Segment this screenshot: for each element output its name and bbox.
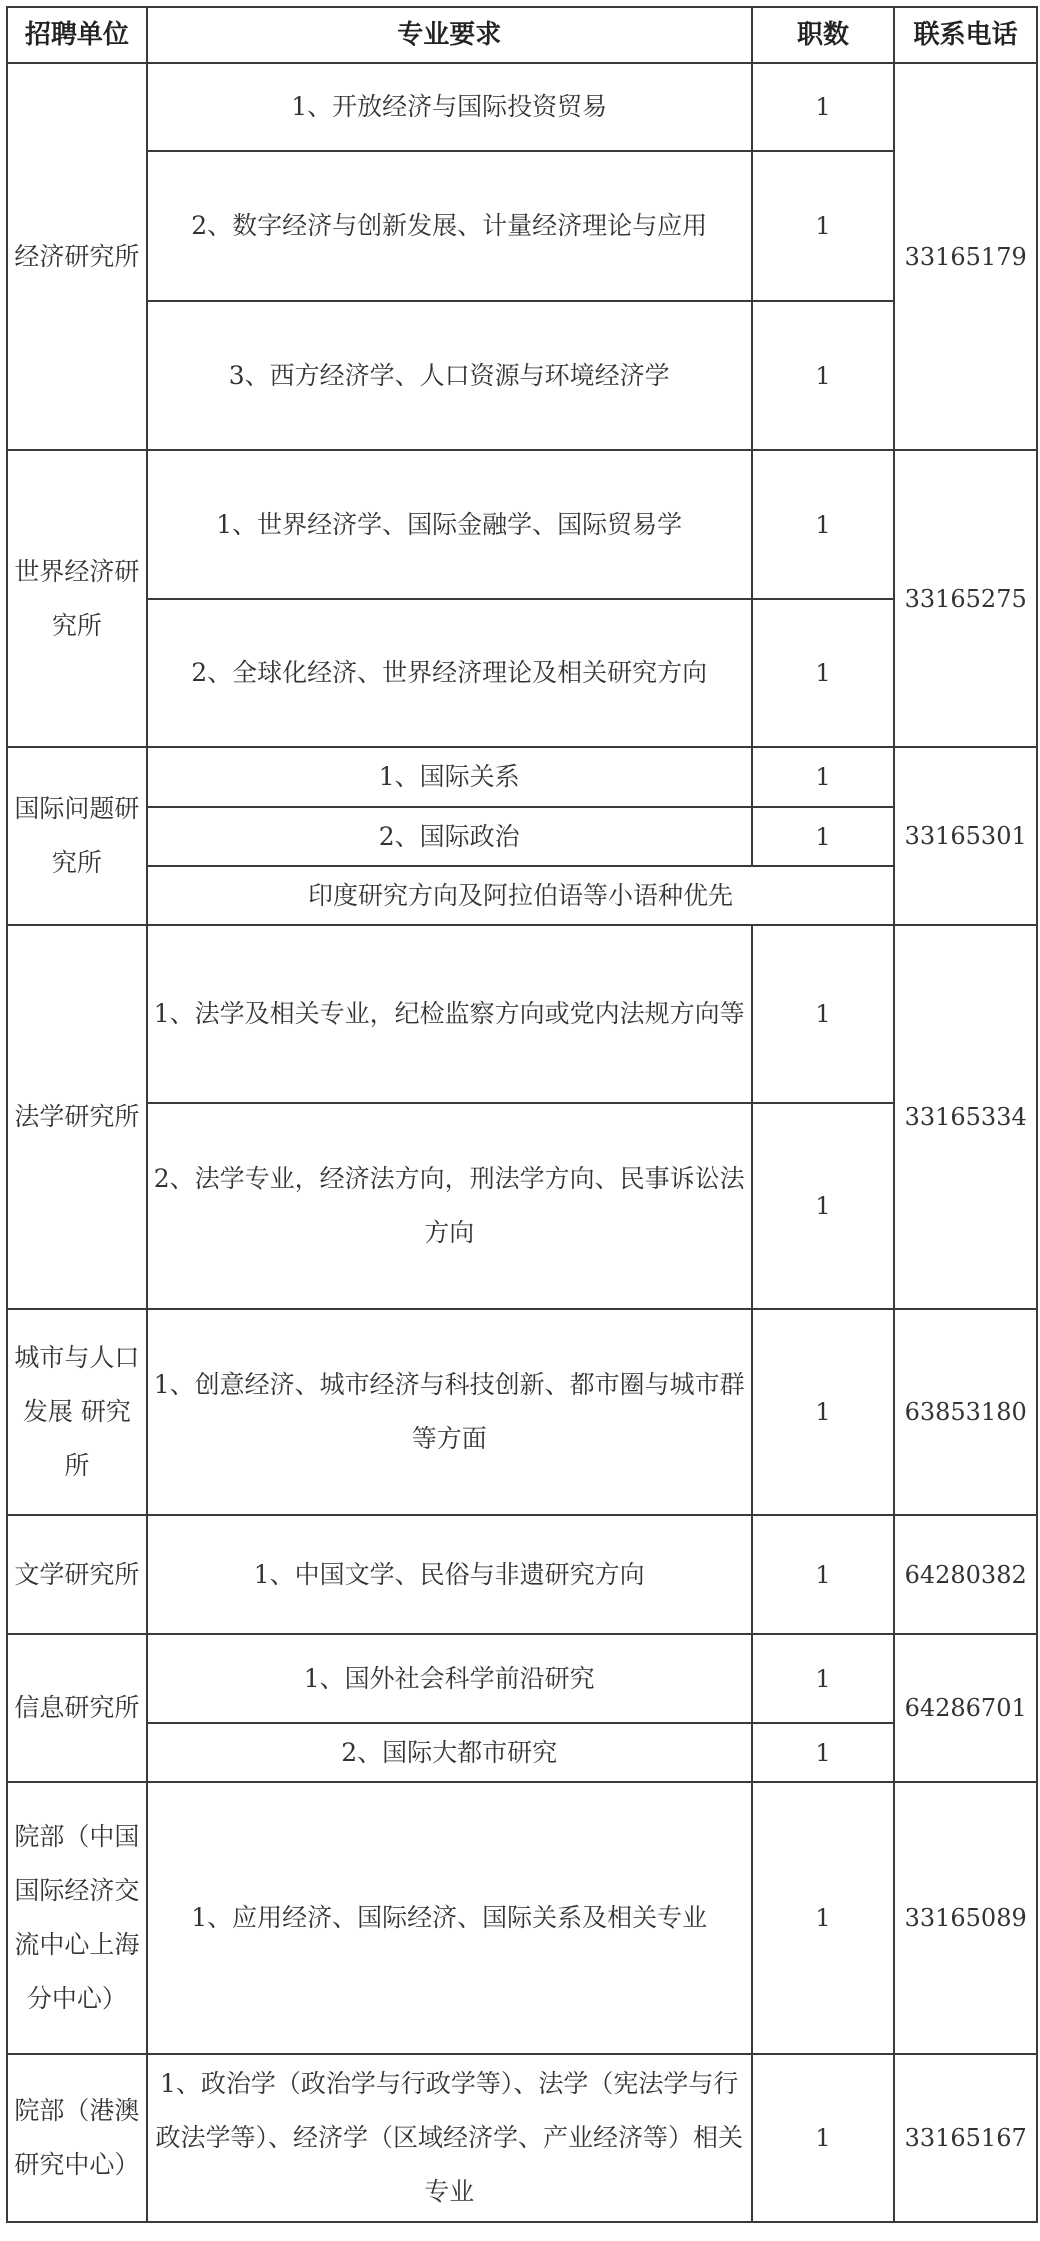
contact-phone: 33165089 [894,1782,1037,2054]
position-count: 1 [752,301,895,450]
position-count: 1 [752,1634,895,1723]
contact-phone: 63853180 [894,1309,1037,1515]
contact-phone: 33165167 [894,2054,1037,2222]
position-count: 1 [752,599,895,747]
header-row [7,7,1037,63]
table-row [7,450,1037,599]
position-count: 1 [752,1515,895,1634]
table-row [7,807,1037,866]
contact-phone: 33165179 [894,63,1037,450]
unit-name: 法学研究所 [7,925,147,1309]
position-count: 1 [752,925,895,1103]
table-row [7,1723,1037,1782]
major-requirement: 2、法学专业，经济法方向，刑法学方向、民事诉讼法方向 [147,1103,752,1309]
major-requirement: 1、法学及相关专业，纪检监察方向或党内法规方向等 [147,925,752,1103]
position-count: 1 [752,807,895,866]
major-requirement: 1、应用经济、国际经济、国际关系及相关专业 [147,1782,752,2054]
position-count: 1 [752,1723,895,1782]
contact-phone: 33165301 [894,747,1037,925]
position-count: 1 [752,1103,895,1309]
table-row [7,151,1037,301]
header-major: 专业要求 [147,7,752,63]
table-row [7,1634,1037,1723]
position-count: 1 [752,450,895,599]
preference-note: 印度研究方向及阿拉伯语等小语种优先 [147,866,895,925]
table-row [7,301,1037,450]
position-count: 1 [752,747,895,807]
table-row [7,1515,1037,1634]
unit-name: 院部（港澳研究中心） [7,2054,147,2222]
contact-phone: 64286701 [894,1634,1037,1782]
major-requirement: 2、国际政治 [147,807,752,866]
table-row [7,925,1037,1103]
header-phone: 联系电话 [894,7,1037,63]
position-count: 1 [752,1782,895,2054]
major-requirement: 2、全球化经济、世界经济理论及相关研究方向 [147,599,752,747]
table-row [7,63,1037,151]
position-count: 1 [752,63,895,151]
table-row [7,866,1037,925]
unit-name: 世界经济研究所 [7,450,147,747]
table-row [7,599,1037,747]
major-requirement: 1、国外社会科学前沿研究 [147,1634,752,1723]
unit-name: 国际问题研究所 [7,747,147,925]
unit-name: 文学研究所 [7,1515,147,1634]
contact-phone: 33165275 [894,450,1037,747]
recruitment-table [6,6,1038,2223]
major-requirement: 1、国际关系 [147,747,752,807]
table-row [7,1103,1037,1309]
major-requirement: 2、数字经济与创新发展、计量经济理论与应用 [147,151,752,301]
contact-phone: 33165334 [894,925,1037,1309]
unit-name: 城市与人口发展 研究所 [7,1309,147,1515]
table-row [7,1309,1037,1515]
header-unit: 招聘单位 [7,7,147,63]
major-requirement: 2、国际大都市研究 [147,1723,752,1782]
major-requirement: 1、创意经济、城市经济与科技创新、都市圈与城市群等方面 [147,1309,752,1515]
major-requirement: 1、政治学（政治学与行政学等）、法学（宪法学与行政法学等）、经济学（区域经济学、产业经济等）相关专业 [147,2054,752,2222]
unit-name: 经济研究所 [7,63,147,450]
position-count: 1 [752,151,895,301]
major-requirement: 3、西方经济学、人口资源与环境经济学 [147,301,752,450]
unit-name: 信息研究所 [7,1634,147,1782]
position-count: 1 [752,2054,895,2222]
major-requirement: 1、中国文学、民俗与非遗研究方向 [147,1515,752,1634]
table-row [7,747,1037,807]
header-count: 职数 [752,7,895,63]
major-requirement: 1、世界经济学、国际金融学、国际贸易学 [147,450,752,599]
position-count: 1 [752,1309,895,1515]
table-row [7,1782,1037,2054]
unit-name: 院部（中国国际经济交流中心上海分中心） [7,1782,147,2054]
contact-phone: 64280382 [894,1515,1037,1634]
table-row [7,2054,1037,2222]
major-requirement: 1、开放经济与国际投资贸易 [147,63,752,151]
